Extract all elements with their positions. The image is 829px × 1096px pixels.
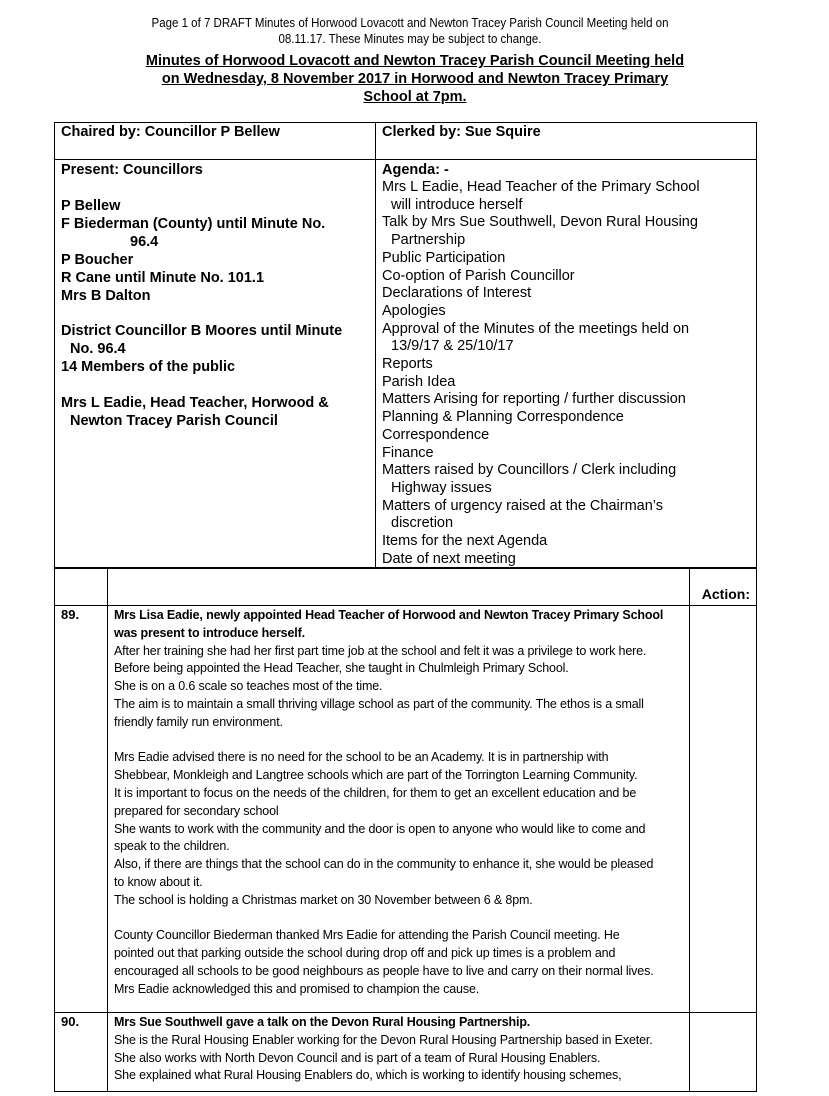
- agenda-item: Reports: [382, 356, 433, 373]
- minute-line: prepared for secondary school: [114, 803, 279, 818]
- minute-line: She is on a 0.6 scale so teaches most of the time.: [114, 679, 383, 694]
- action-cell: [690, 1013, 757, 1092]
- minute-header-cell: [108, 568, 690, 606]
- present-dalton: Mrs B Dalton: [61, 287, 151, 304]
- agenda-item: Planning & Planning Correspondence: [382, 409, 624, 426]
- minute-line: She explained what Rural Housing Enablers do, which is working to identify housing schemes,: [114, 1068, 622, 1083]
- attendance-agenda-table: [54, 122, 757, 569]
- present-public: 14 Members of the public: [61, 359, 236, 375]
- agenda-item: Matters Arising for reporting / further discussion: [382, 391, 686, 408]
- clerked-cell: [376, 123, 757, 160]
- page-header: [60, 15, 760, 47]
- action-cell: [690, 606, 757, 1013]
- minute-line: encouraged all schools to be good neighbours as people have to live and carry on their normal lives.: [114, 963, 654, 978]
- agenda-heading: Agenda: -: [382, 162, 449, 178]
- action-header: Action:: [690, 568, 757, 606]
- agenda-item: Co-option of Parish Councillor: [382, 267, 575, 284]
- minute-line: She also works with North Devon Council and is part of a team of Rural Housing Enablers.: [114, 1050, 601, 1065]
- title-line-2: on Wednesday, 8 November 2017 in Horwood and Newton Tracey Primary: [161, 71, 669, 87]
- header-line-1: Page 1 of 7 DRAFT Minutes of Horwood Lovacott and Newton Tracey Parish Council Meeting held on: [151, 16, 669, 30]
- agenda-item: 13/9/17 & 25/10/17: [391, 338, 514, 355]
- agenda-item: Talk by Mrs Sue Southwell, Devon Rural Housing: [382, 214, 698, 231]
- minute-line: to know about it.: [114, 874, 203, 889]
- minute-line: Before being appointed the Head Teacher, she taught in Chulmleigh Primary School.: [114, 661, 569, 676]
- agenda-item: discretion: [391, 515, 454, 532]
- agenda-item: Highway issues: [391, 479, 492, 496]
- present-moores-cont: No. 96.4: [70, 341, 126, 357]
- minute-line: It is important to focus on the needs of the children, for them to get an excellent education and be: [114, 785, 637, 800]
- agenda-item: Date of next meeting: [382, 550, 516, 567]
- present-cane: R Cane until Minute No. 101.1: [61, 269, 265, 286]
- agenda-item: Items for the next Agenda: [382, 533, 548, 550]
- agenda-item: Parish Idea: [382, 373, 456, 390]
- agenda-item: Correspondence: [382, 426, 490, 443]
- minute-line: County Councillor Biederman thanked Mrs Eadie for attending the Parish Council meeting. He: [114, 928, 620, 943]
- present-cell: [55, 160, 376, 569]
- minute-heading: Mrs Sue Southwell gave a talk on the Devon Rural Housing Partnership.: [114, 1015, 531, 1029]
- agenda-item: Mrs L Eadie, Head Teacher of the Primary School: [382, 179, 700, 195]
- agenda-item: Apologies: [382, 302, 446, 319]
- minute-line: After her training she had her first part time job at the school and felt it was a privilege to work here.: [114, 643, 647, 658]
- clerked-by: Clerked by: Sue Squire: [382, 124, 541, 140]
- minute-line: friendly family run environment.: [114, 714, 283, 729]
- minute-line: The school is holding a Christmas market on 30 November between 6 & 8pm.: [114, 892, 533, 907]
- minute-line: She is the Rural Housing Enabler working for the Devon Rural Housing Partnership based in Exeter.: [114, 1032, 653, 1047]
- minute-line: Mrs Eadie acknowledged this and promised to champion the cause.: [114, 981, 480, 996]
- minute-line: She wants to work with the community and the door is open to anyone who would like to come and: [114, 821, 646, 836]
- minute-number: 89.: [55, 606, 108, 1013]
- agenda-item: Declarations of Interest: [382, 285, 532, 302]
- minutes-table: [54, 567, 757, 1092]
- minute-heading: was present to introduce herself.: [114, 625, 305, 640]
- chaired-by: Chaired by: Councillor P Bellew: [61, 124, 280, 140]
- minute-90-body: [108, 1013, 690, 1092]
- minute-line: pointed out that parking outside the school during drop off and pick up times is a problem and: [114, 946, 616, 961]
- agenda-item: will introduce herself: [391, 196, 523, 213]
- minute-heading: Mrs Lisa Eadie, newly appointed Head Teacher of Horwood and Newton Tracey Primary School: [114, 608, 664, 622]
- minute-line: Also, if there are things that the school can do in the community to enhance it, she would be pleased: [114, 857, 654, 872]
- chaired-cell: [55, 123, 376, 160]
- title-line-1: Minutes of Horwood Lovacott and Newton Tracey Parish Council Meeting held: [145, 53, 685, 69]
- present-eadie-cont: Newton Tracey Parish Council: [70, 412, 278, 429]
- minute-line: Shebbear, Monkleigh and Langtree schools which are part of the Torrington Learning Community.: [114, 768, 638, 783]
- minute-line: The aim is to maintain a small thriving village school as part of the community. The ethos is a small: [114, 696, 644, 711]
- present-p-bellew: P Bellew: [61, 197, 121, 214]
- number-header-cell: [55, 568, 108, 606]
- minute-line: Mrs Eadie advised there is no need for the school to be an Academy. It is in partnership with: [114, 750, 609, 765]
- title-line-3: School at 7pm.: [363, 89, 467, 105]
- present-biederman: F Biederman (County) until Minute No.: [61, 215, 326, 232]
- present-moores: District Councillor B Moores until Minute: [61, 323, 343, 339]
- agenda-item: Matters of urgency raised at the Chairman’s: [382, 497, 664, 514]
- header-line-2: 08.11.17. These Minutes may be subject to change.: [278, 32, 542, 46]
- document-title: [70, 52, 760, 106]
- present-eadie: Mrs L Eadie, Head Teacher, Horwood &: [61, 394, 329, 411]
- agenda-item: Public Participation: [382, 249, 506, 266]
- present-biederman-cont: 96.4: [130, 233, 159, 250]
- agenda-cell: [376, 160, 757, 569]
- minute-line: speak to the children.: [114, 839, 230, 854]
- minute-89-body: [108, 606, 690, 1013]
- present-heading: Present: Councillors: [61, 162, 203, 178]
- agenda-item: Partnership: [391, 232, 466, 249]
- present-boucher: P Boucher: [61, 251, 134, 268]
- agenda-item: Approval of the Minutes of the meetings held on: [382, 320, 690, 337]
- agenda-item: Finance: [382, 444, 434, 461]
- minute-number: 90.: [55, 1013, 108, 1092]
- agenda-item: Matters raised by Councillors / Clerk including: [382, 462, 677, 479]
